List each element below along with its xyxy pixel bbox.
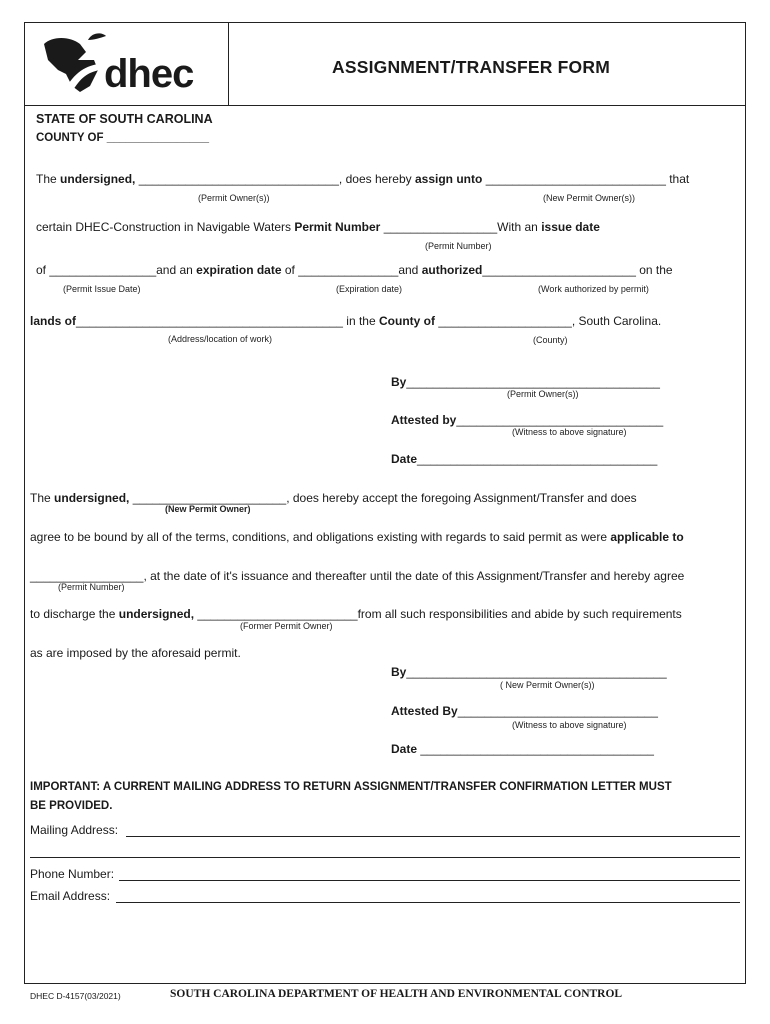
- s2-by-sub: ( New Permit Owner(s)): [500, 680, 595, 690]
- mailing-address-field[interactable]: [126, 836, 740, 837]
- s1-attested-sub: (Witness to above signature): [512, 427, 627, 437]
- s1-row4-sub1: (Address/location of work): [168, 334, 273, 344]
- s1-row3: of ________________and an expiration date of _______________and authorized_______________________ on the: [36, 263, 673, 277]
- department-name: SOUTH CAROLINA DEPARTMENT OF HEALTH AND ENVIRONMENTAL CONTROL: [170, 988, 623, 1000]
- important-line1: IMPORTANT: A CURRENT MAILING ADDRESS TO RETURN ASSIGNMENT/TRANSFER CONFIRMATION LETTER MUST: [30, 781, 672, 793]
- s2-by: By_______________________________________: [391, 665, 667, 679]
- s1-row4-sub2: (County): [533, 335, 568, 345]
- s1-row1: The undersigned, ______________________________, does hereby assign unto ___________________________ that: [36, 172, 690, 186]
- important-line2: BE PROVIDED.: [30, 800, 113, 812]
- s2-attested-sub: (Witness to above signature): [512, 720, 627, 730]
- s1-row2: certain DHEC-Construction in Navigable Waters Permit Number _________________With an issue date: [36, 220, 600, 234]
- s1-by-sub: (Permit Owner(s)): [507, 389, 579, 399]
- state-line: STATE OF SOUTH CAROLINA: [36, 112, 213, 126]
- s1-row1-sub1: (Permit Owner(s)): [198, 193, 270, 203]
- s2-row2: agree to be bound by all of the terms, conditions, and obligations existing with regards to said permit as were applicable to: [30, 530, 684, 544]
- s2-row5: as are imposed by the aforesaid permit.: [30, 646, 241, 660]
- form-title: ASSIGNMENT/TRANSFER FORM: [332, 57, 610, 77]
- s2-row1: The undersigned, _______________________, does hereby accept the foregoing Assignment/Transfer and does: [30, 491, 637, 505]
- s2-row4-sub: (Former Permit Owner): [240, 621, 333, 631]
- s1-date: Date____________________________________: [391, 452, 658, 466]
- s2-date: Date ___________________________________: [391, 742, 654, 756]
- s1-row1-sub2: (New Permit Owner(s)): [543, 193, 636, 203]
- s2-row1-sub: (New Permit Owner): [165, 504, 251, 514]
- mailing-address-label: Mailing Address:: [30, 823, 119, 837]
- s1-row4: lands of________________________________________ in the County of ____________________, South Carolina.: [30, 314, 662, 328]
- s1-row3-sub1: (Permit Issue Date): [63, 284, 141, 294]
- mailing-address-field-line2[interactable]: [30, 857, 740, 858]
- form-code: DHEC D-4157(03/2021): [30, 991, 121, 1001]
- email-address-label: Email Address:: [30, 889, 111, 903]
- s2-row3-sub: (Permit Number): [58, 582, 125, 592]
- email-address-field[interactable]: [116, 902, 740, 903]
- s1-row2-sub: (Permit Number): [425, 241, 492, 251]
- s1-row3-sub3: (Work authorized by permit): [538, 284, 649, 294]
- s2-row3: _________________, at the date of it's issuance and thereafter until the date of this Assignment/Transfer and hereby agree: [30, 569, 685, 583]
- s2-attested: Attested By______________________________: [391, 704, 658, 718]
- phone-number-label: Phone Number:: [30, 867, 115, 881]
- s1-by: By______________________________________: [391, 375, 660, 389]
- s1-row3-sub2: (Expiration date): [336, 284, 403, 294]
- county-line: COUNTY OF ________________: [36, 132, 210, 144]
- phone-number-field[interactable]: [119, 880, 740, 881]
- s1-attested: Attested by_______________________________: [391, 413, 664, 427]
- logo-text: dhec: [104, 52, 194, 96]
- s2-row4: to discharge the undersigned, ________________________from all such responsibilities and abide by such requirements: [30, 607, 682, 621]
